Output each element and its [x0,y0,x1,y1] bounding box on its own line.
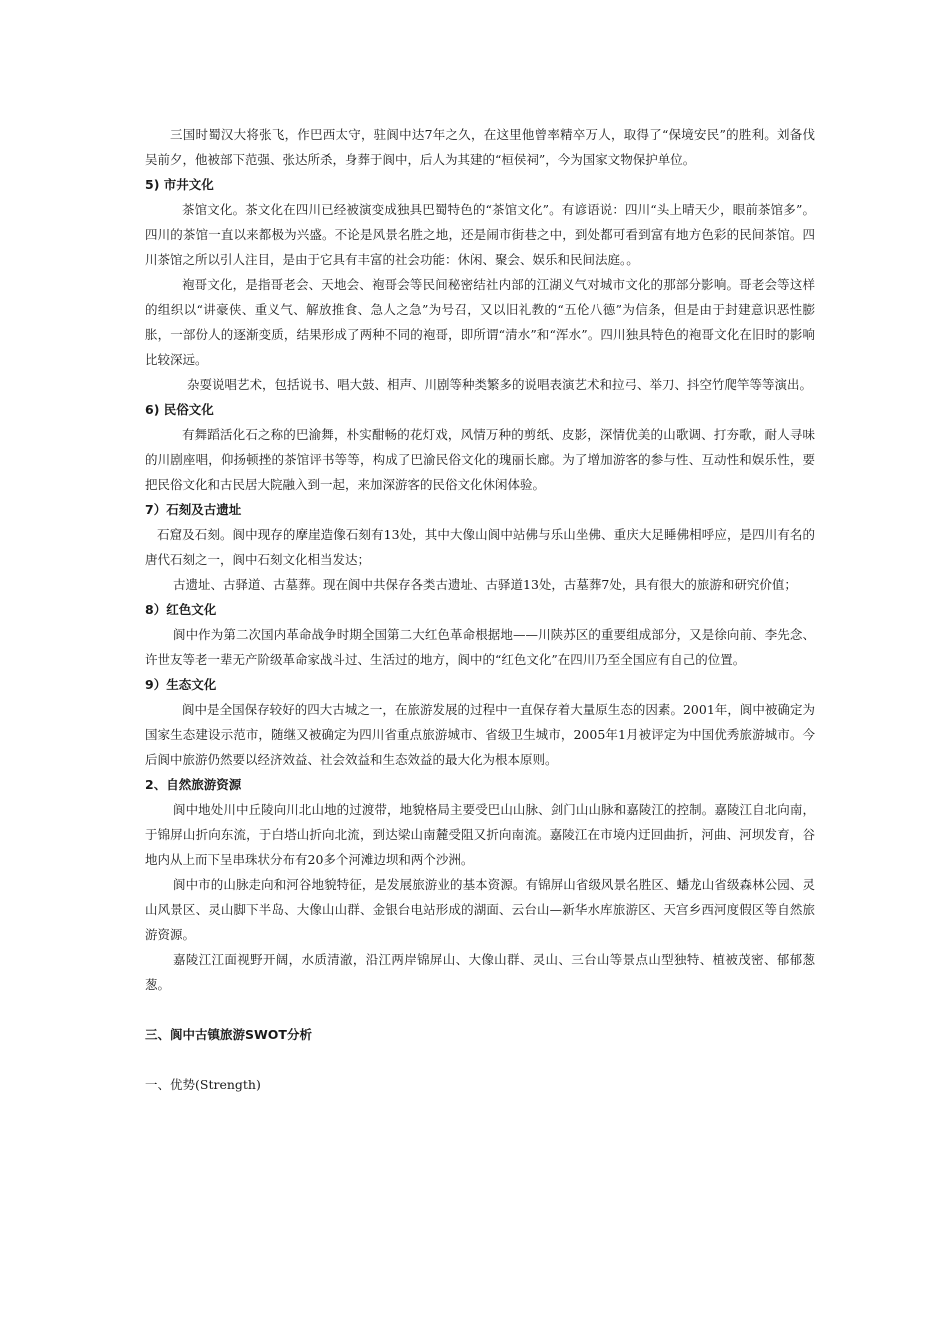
heading-eco-culture: 9）生态文化 [145,677,217,692]
heading-stone-carving: 7）石刻及古遗址 [145,502,242,517]
heading-market-culture: 5) 市井文化 [145,177,214,192]
heading-natural-resources: 2、自然旅游资源 [145,777,242,792]
paragraph-performance: 杂耍说唱艺术，包括说书、唱大鼓、相声、川剧等种类繁多的说唱表演艺术和拉弓、举刀、抖空竹爬竿等等演出。 [187,377,813,392]
heading-strength: 一、优势(Strength) [145,1077,261,1092]
heading-swot: 三、阆中古镇旅游SWOT分析 [145,1027,312,1042]
paragraph-stone-carving: 石窟及石刻。阆中现存的摩崖造像石刻有13处，其中大像山阆中站佛与乐山坐佛、重庆大足睡佛相呼应，是四川有名的唐代石刻之一，阆中石刻文化相当发达； [145,527,815,567]
document-body [145,122,815,1097]
paragraph-red-culture: 阆中作为第二次国内革命战争时期全国第二大红色革命根据地——川陕苏区的重要组成部分，又是徐向前、李先念、许世友等老一辈无产阶级革命家战斗过、生活过的地方，阆中的“红色文化”在四川乃至全国应有自己的位置。 [145,627,815,667]
paragraph-eco-culture: 阆中是全国保存较好的四大古城之一，在旅游发展的过程中一直保存着大量原生态的因素。2001年，阆中被确定为国家生态建设示范市，随继又被确定为四川省重点旅游城市、省级卫生城市，2005年1月被评定为中国优秀旅游城市。今后阆中旅游仍然要以经济效益、社会效益和生态效益的最大化为根本原则。 [145,702,815,767]
spacer [145,1047,815,1072]
paragraph-teahouse: 茶馆文化。茶文化在四川已经被演变成独具巴蜀特色的“茶馆文化”。有谚语说：四川“头上晴天少，眼前茶馆多”。四川的茶馆一直以来都极为兴盛。不论是风景名胜之地，还是闹市街巷之中，到处都可看到富有地方色彩的民间茶馆。四川茶馆之所以引人注目，是由于它具有丰富的社会功能：休闲、聚会、娱乐和民间法庭。。 [145,202,815,267]
paragraph-ancient-sites: 古遗址、古驿道、古墓葬。现在阆中共保存各类古遗址、古驿道13处，古墓葬7处，具有很大的旅游和研究价值； [173,577,797,592]
spacer [145,997,815,1022]
paragraph-terrain: 阆中地处川中丘陵向川北山地的过渡带，地貌格局主要受巴山山脉、剑门山山脉和嘉陵江的控制。嘉陵江自北向南，于锦屏山折向东流，于白塔山折向北流，到达梁山南麓受阻又折向南流。嘉陵江在市境内迂回曲折，河曲、河坝发育，谷地内从上而下呈串珠状分布有20多个河滩边坝和两个沙洲。 [145,802,815,867]
paragraph-zhang-fei: 三国时蜀汉大将张飞，作巴西太守，驻阆中达7年之久，在这里他曾率精卒万人，取得了“保境安民”的胜利。刘备伐吴前夕，他被部下范强、张达所杀，身葬于阆中，后人为其建的“桓侯祠”，今为国家文物保护单位。 [145,127,815,167]
heading-red-culture: 8）红色文化 [145,602,217,617]
paragraph-jialing-river: 嘉陵江江面视野开阔，水质清澈，沿江两岸锦屏山、大像山群、灵山、三台山等景点山型独特、植被茂密、郁郁葱葱。 [145,952,815,992]
paragraph-paoge: 袍哥文化，是指哥老会、天地会、袍哥会等民间秘密结社内部的江湖义气对城市文化的那部分影响。哥老会等这样的组织以“讲豪侠、重义气、解放推食、急人之急”为号召，又以旧礼教的“五伦八德”为信条，但是由于封建意识恶性膨胀，一部份人的逐渐变质，结果形成了两种不同的袍哥，即所谓“清水”和“浑水”。四川独具特色的袍哥文化在旧时的影响比较深远。 [145,277,815,367]
heading-folk-culture: 6) 民俗文化 [145,402,214,417]
paragraph-folk: 有舞蹈活化石之称的巴渝舞，朴实酣畅的花灯戏，风情万种的剪纸、皮影，深情优美的山歌调、打夯歌，耐人寻味的川剧座唱，仰扬顿挫的茶馆评书等等，构成了巴渝民俗文化的瑰丽长廊。为了增加游客的参与性、互动性和娱乐性，要把民俗文化和古民居大院融入到一起，来加深游客的民俗文化休闲体验。 [145,427,815,492]
paragraph-mountains: 阆中市的山脉走向和河谷地貌特征，是发展旅游业的基本资源。有锦屏山省级风景名胜区、蟠龙山省级森林公园、灵山风景区、灵山脚下半岛、大像山山群、金银台电站形成的湖面、云台山—新华水库旅游区、天宫乡西河度假区等自然旅游资源。 [145,877,815,942]
